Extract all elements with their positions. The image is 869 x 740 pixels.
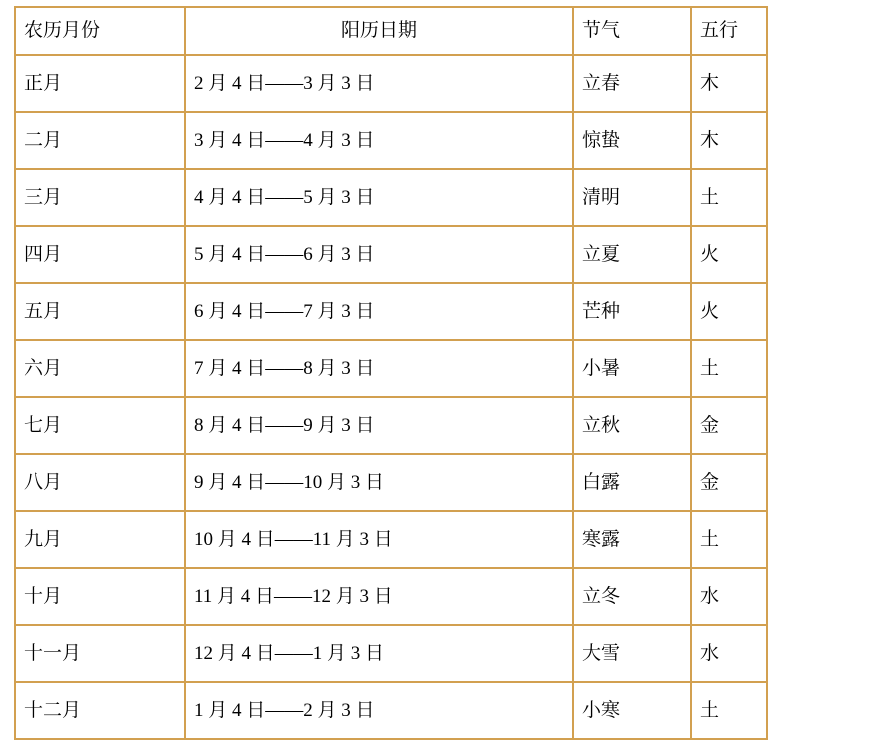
cell-solar-date: 10 月 4 日——11 月 3 日: [185, 511, 573, 568]
cell-five-element: 金: [691, 397, 767, 454]
table-row: [15, 454, 767, 511]
cell-lunar-month: 十月: [15, 568, 185, 625]
cell-solar-date: 8 月 4 日——9 月 3 日: [185, 397, 573, 454]
cell-solar-date: 6 月 4 日——7 月 3 日: [185, 283, 573, 340]
cell-solar-date: 12 月 4 日——1 月 3 日: [185, 625, 573, 682]
cell-five-element: 土: [691, 169, 767, 226]
cell-solar-date: 4 月 4 日——5 月 3 日: [185, 169, 573, 226]
table-row: [15, 55, 767, 112]
cell-solar-term: 小暑: [573, 340, 691, 397]
cell-solar-date: 7 月 4 日——8 月 3 日: [185, 340, 573, 397]
cell-five-element: 火: [691, 283, 767, 340]
cell-solar-date: 2 月 4 日——3 月 3 日: [185, 55, 573, 112]
table-row: [15, 625, 767, 682]
cell-five-element: 水: [691, 625, 767, 682]
table-row: [15, 283, 767, 340]
cell-five-element: 木: [691, 112, 767, 169]
cell-five-element: 土: [691, 682, 767, 739]
cell-five-element: 木: [691, 55, 767, 112]
table-row: [15, 112, 767, 169]
column-header-five-element: 五行: [691, 7, 767, 55]
cell-solar-term: 小寒: [573, 682, 691, 739]
cell-lunar-month: 三月: [15, 169, 185, 226]
table-row: [15, 568, 767, 625]
column-header-solar-date: 阳历日期: [185, 7, 573, 55]
document-page: [0, 6, 869, 736]
cell-lunar-month: 八月: [15, 454, 185, 511]
cell-solar-date: 11 月 4 日——12 月 3 日: [185, 568, 573, 625]
cell-lunar-month: 九月: [15, 511, 185, 568]
cell-five-element: 金: [691, 454, 767, 511]
cell-lunar-month: 五月: [15, 283, 185, 340]
cell-lunar-month: 二月: [15, 112, 185, 169]
cell-lunar-month: 六月: [15, 340, 185, 397]
cell-solar-term: 芒种: [573, 283, 691, 340]
cell-solar-term: 白露: [573, 454, 691, 511]
cell-lunar-month: 十二月: [15, 682, 185, 739]
cell-five-element: 土: [691, 511, 767, 568]
cell-five-element: 火: [691, 226, 767, 283]
lunar-calendar-table: [14, 6, 768, 740]
table-row: [15, 511, 767, 568]
cell-lunar-month: 十一月: [15, 625, 185, 682]
column-header-solar-term: 节气: [573, 7, 691, 55]
table-row: [15, 397, 767, 454]
cell-solar-date: 5 月 4 日——6 月 3 日: [185, 226, 573, 283]
cell-solar-term: 立秋: [573, 397, 691, 454]
table-header-row: [15, 7, 767, 55]
cell-solar-date: 1 月 4 日——2 月 3 日: [185, 682, 573, 739]
table-row: [15, 340, 767, 397]
cell-solar-date: 9 月 4 日——10 月 3 日: [185, 454, 573, 511]
cell-lunar-month: 正月: [15, 55, 185, 112]
cell-solar-term: 立春: [573, 55, 691, 112]
cell-solar-term: 清明: [573, 169, 691, 226]
table-row: [15, 226, 767, 283]
table-body: [15, 7, 767, 739]
table-row: [15, 169, 767, 226]
cell-lunar-month: 四月: [15, 226, 185, 283]
cell-solar-term: 大雪: [573, 625, 691, 682]
cell-five-element: 水: [691, 568, 767, 625]
cell-solar-term: 立冬: [573, 568, 691, 625]
cell-solar-term: 寒露: [573, 511, 691, 568]
cell-five-element: 土: [691, 340, 767, 397]
cell-solar-date: 3 月 4 日——4 月 3 日: [185, 112, 573, 169]
column-header-lunar-month: 农历月份: [15, 7, 185, 55]
cell-solar-term: 惊蛰: [573, 112, 691, 169]
cell-lunar-month: 七月: [15, 397, 185, 454]
cell-solar-term: 立夏: [573, 226, 691, 283]
table-row: [15, 682, 767, 739]
